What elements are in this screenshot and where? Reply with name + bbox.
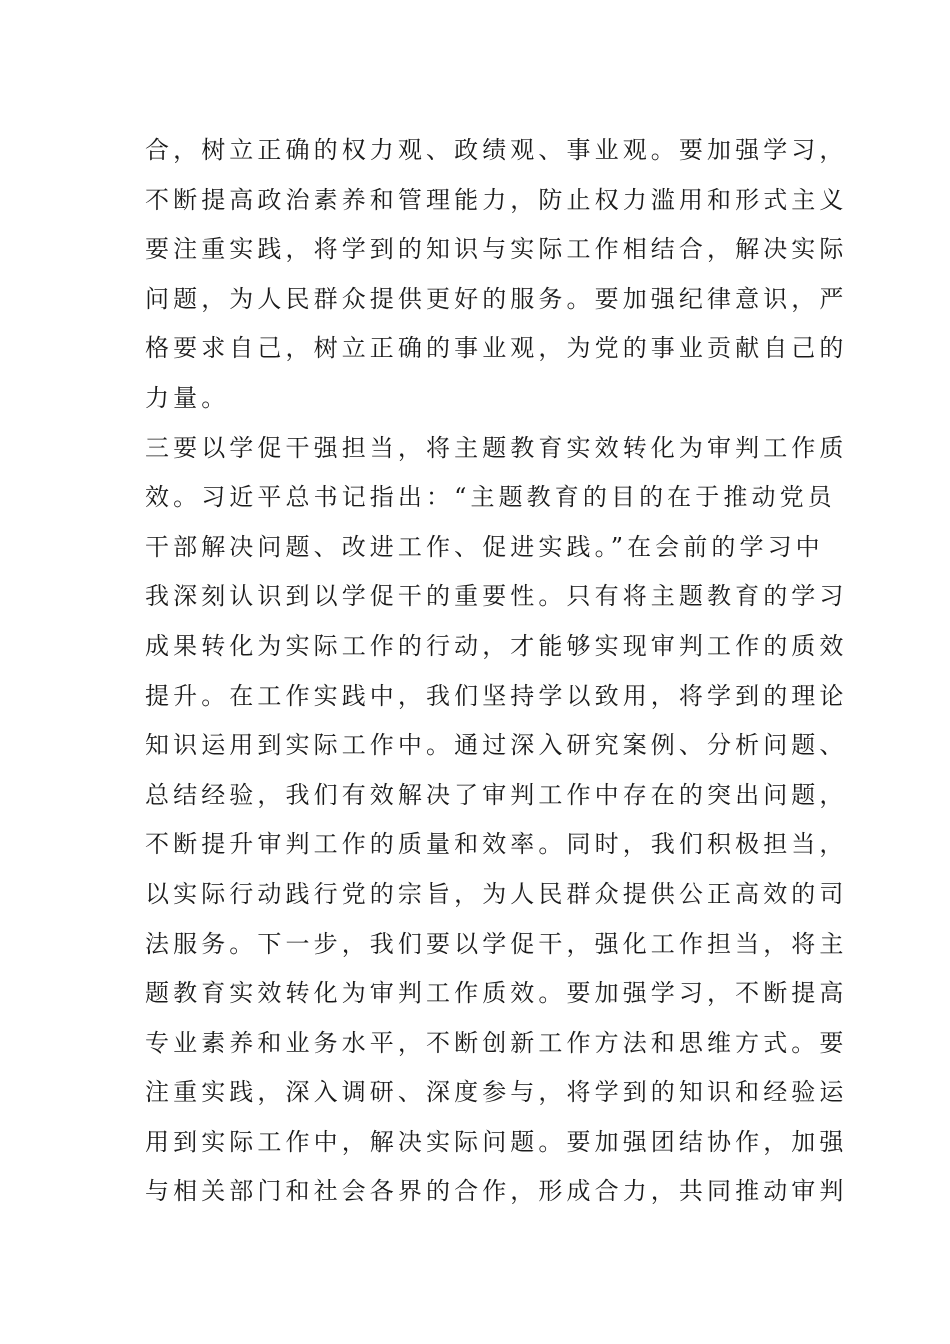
text-line: 提升。在工作实践中，我们坚持学以致用，将学到的理论 <box>145 681 848 710</box>
text-line: 与相关部门和社会各界的合作，形成合力，共同推动审判 <box>145 1177 848 1206</box>
text-line: 问题，为人民群众提供更好的服务。要加强纪律意识，严 <box>145 284 848 313</box>
text-line: 成果转化为实际工作的行动，才能够实现审判工作的质效 <box>145 631 848 660</box>
text-line: 注重实践，深入调研、深度参与，将学到的知识和经验运 <box>145 1078 848 1107</box>
text-line: 效。习近平总书记指出：“主题教育的目的在于推动党员 <box>145 483 836 512</box>
text-line: 用到实际工作中，解决实际问题。要加强团结协作，加强 <box>145 1127 848 1156</box>
text-line: 知识运用到实际工作中。通过深入研究案例、分析问题、 <box>145 731 848 760</box>
text-line: 我深刻认识到以学促干的重要性。只有将主题教育的学习 <box>145 582 848 611</box>
text-line: 不断提升审判工作的质量和效率。同时，我们积极担当， <box>145 830 848 859</box>
text-line: 干部解决问题、改进工作、促进实践。”在会前的学习中 <box>145 532 824 561</box>
text-line: 总结经验，我们有效解决了审判工作中存在的突出问题， <box>145 780 848 809</box>
text-line: 专业素养和业务水平，不断创新工作方法和思维方式。要 <box>145 1028 848 1057</box>
text-line: 格要求自己，树立正确的事业观，为党的事业贡献自己的 <box>145 334 848 363</box>
text-line: 题教育实效转化为审判工作质效。要加强学习，不断提高 <box>145 979 848 1008</box>
text-line: 不断提高政治素养和管理能力，防止权力滥用和形式主义 <box>145 185 848 214</box>
text-line: 合，树立正确的权力观、政绩观、事业观。要加强学习， <box>145 136 848 164</box>
body-text <box>145 126 848 1217</box>
text-line: 要注重实践，将学到的知识与实际工作相结合，解决实际 <box>145 235 848 264</box>
text-line: 力量。 <box>145 383 230 412</box>
section-heading-line: 三要以学促干强担当，将主题教育实效转化为审判工作质 <box>145 433 848 462</box>
text-line: 法服务。下一步，我们要以学促干，强化工作担当，将主 <box>145 929 848 958</box>
text-line: 以实际行动践行党的宗旨，为人民群众提供公正高效的司 <box>145 879 848 908</box>
